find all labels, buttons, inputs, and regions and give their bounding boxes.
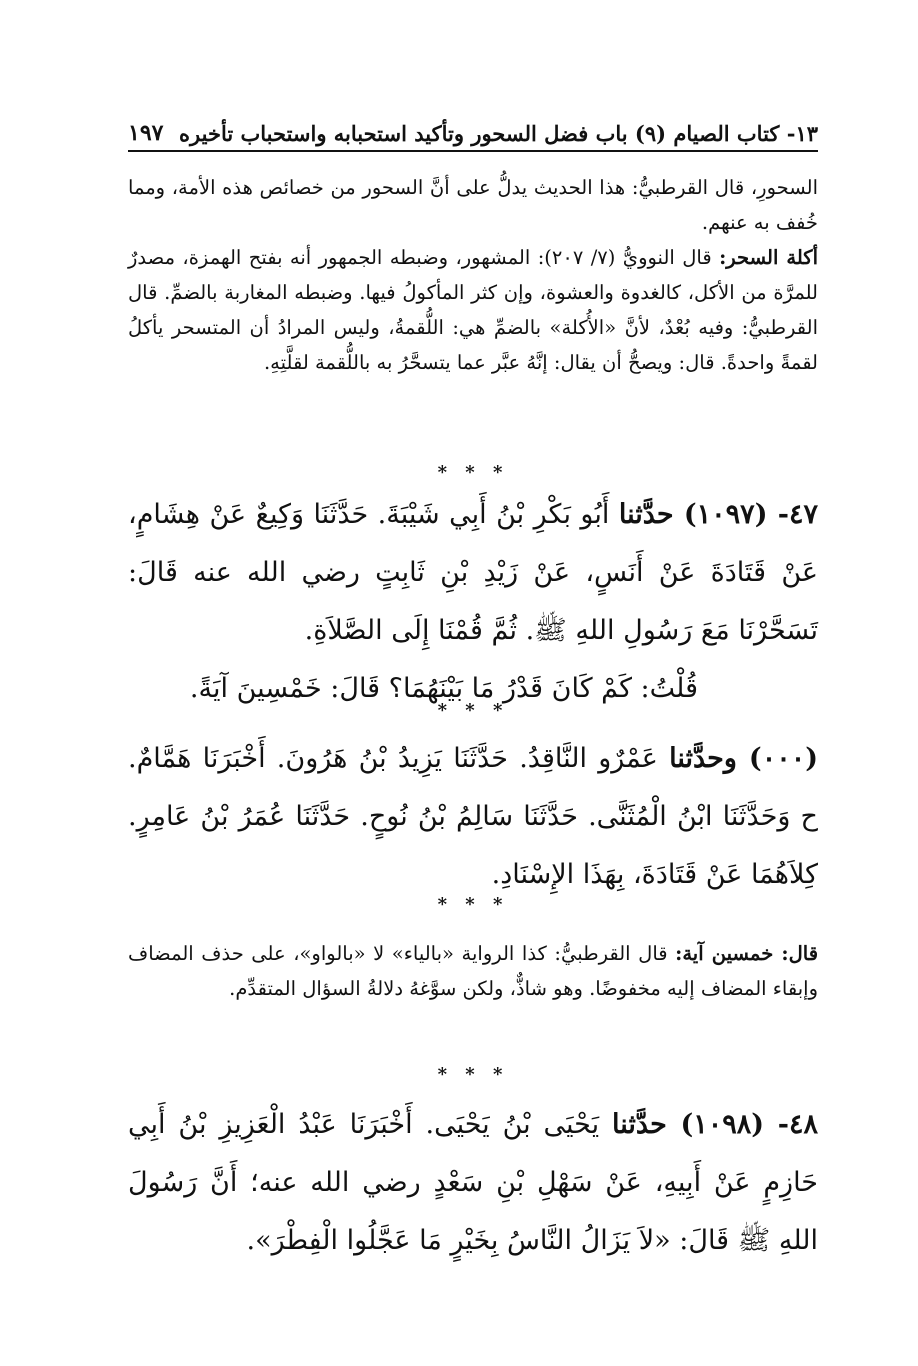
- gloss-label: أكلة السحر:: [719, 246, 818, 269]
- page-number: ١٩٧: [128, 120, 164, 146]
- section-divider: * * *: [437, 894, 509, 915]
- hadith-1097: [128, 486, 818, 718]
- section-divider: * * *: [437, 700, 509, 721]
- hadith-body: يَحْيَى بْنُ يَحْيَى. أَخْبَرَنَا عَبْدُ الْعَزِيزِ بْنُ أَبِي حَازِمٍ عَنْ أَبِيهِ، عَنْ سَهْلِ بْنِ سَعْدٍ رضي الله عنه؛ أَنَّ رَسُولَ اللهِ ﷺ قَالَ: «لاَ يَزَالُ النَّاسُ بِخَيْرٍ مَا عَجَّلُوا الْفِطْرَ».: [128, 1109, 818, 1256]
- hadith-text: [128, 486, 818, 660]
- section-divider: * * *: [437, 1064, 509, 1085]
- commentary-paragraph: السحورِ، قال القرطبيُّ: هذا الحديث يدلُّ على أنَّ السحور من خصائص هذه الأمة، ومما خُفف به عنهم.: [128, 176, 818, 234]
- gloss-label: قال: خمسين آية:: [675, 942, 819, 965]
- hadith-followup: قُلْتُ: كَمْ كَانَ قَدْرُ مَا بَيْنَهُمَا؟ قَالَ: خَمْسِينَ آيَةً.: [189, 673, 698, 704]
- commentary-paragraph: [128, 936, 818, 1006]
- hadith-lead: ٤٨- (١٠٩٨) حدَّثنا: [612, 1109, 818, 1140]
- section-divider: * * *: [437, 462, 509, 483]
- commentary-paragraph: [128, 240, 818, 380]
- hadith-body: أَبُو بَكْرِ بْنُ أَبِي شَيْبَةَ. حَدَّثَنَا وَكِيعٌ عَنْ هِشَامٍ، عَنْ قَتَادَةَ عَنْ أَنَسٍ، عَنْ زَيْدِ بْنِ ثَابِتٍ رضي الله عنه قَالَ: تَسَحَّرْنَا مَعَ رَسُولِ اللهِ ﷺ. ثُمَّ قُمْنَا إِلَى الصَّلاَةِ.: [128, 499, 818, 646]
- hadith-lead: ٤٧- (١٠٩٧) حدَّثنا: [618, 499, 818, 530]
- commentary-section-1: [128, 170, 818, 380]
- commentary-section-2: [128, 936, 818, 1006]
- running-header: [128, 112, 818, 152]
- gloss-text: قال القرطبيُّ: كذا الرواية «بالياء» لا «بالواو»، على حذف المضاف وإبقاء المضاف إليه مخفوضًا. وهو شاذٌّ، ولكن سوَّغهُ دلالةُ السؤال المتقدِّم.: [128, 942, 818, 1000]
- chapter-title: ١٣- كتاب الصيام (٩) باب فضل السحور وتأكيد استحبابه واستحباب تأخيره: [179, 121, 818, 146]
- hadith-1098: [128, 1096, 818, 1270]
- hadith-body: عَمْرٌو النَّاقِدُ. حَدَّثَنَا يَزِيدُ بْنُ هَرُونَ. أَخْبَرَنَا هَمَّامٌ. ح وَحَدَّثَنَا ابْنُ الْمُثَنَّى. حَدَّثَنَا سَالِمُ بْنُ نُوحٍ. حَدَّثَنَا عُمَرُ بْنُ عَامِرٍ. كِلاَهُمَا عَنْ قَتَادَةَ، بِهَذَا الإِسْنَادِ.: [128, 743, 818, 890]
- hadith-lead: (٠٠٠) وحدَّثنا: [669, 743, 818, 774]
- gloss-text: قال النوويُّ (٧/ ٢٠٧): المشهور، وضبطه الجمهور أنه بفتح الهمزة، مصدرٌ للمرَّة من الأكل، كالغدوة والعشوة، وإن كثر المأكولُ فيها. وضبطه المغاربة بالضمِّ. قال القرطبيُّ: وفيه بُعْدٌ، لأنَّ «الأُكلة» بالضمِّ هي: اللُّقمةُ، وليس المرادُ أن المتسحر يأكلُ لقمةً واحدةً. قال: ويصحُّ أن يقال: إنَّهُ عبَّر عما يتسحَّرُ به باللُّقمة لقلَّتِهِ.: [128, 246, 818, 374]
- hadith-text: [128, 730, 818, 904]
- hadith-text: [128, 1096, 818, 1270]
- hadith-000: [128, 730, 818, 904]
